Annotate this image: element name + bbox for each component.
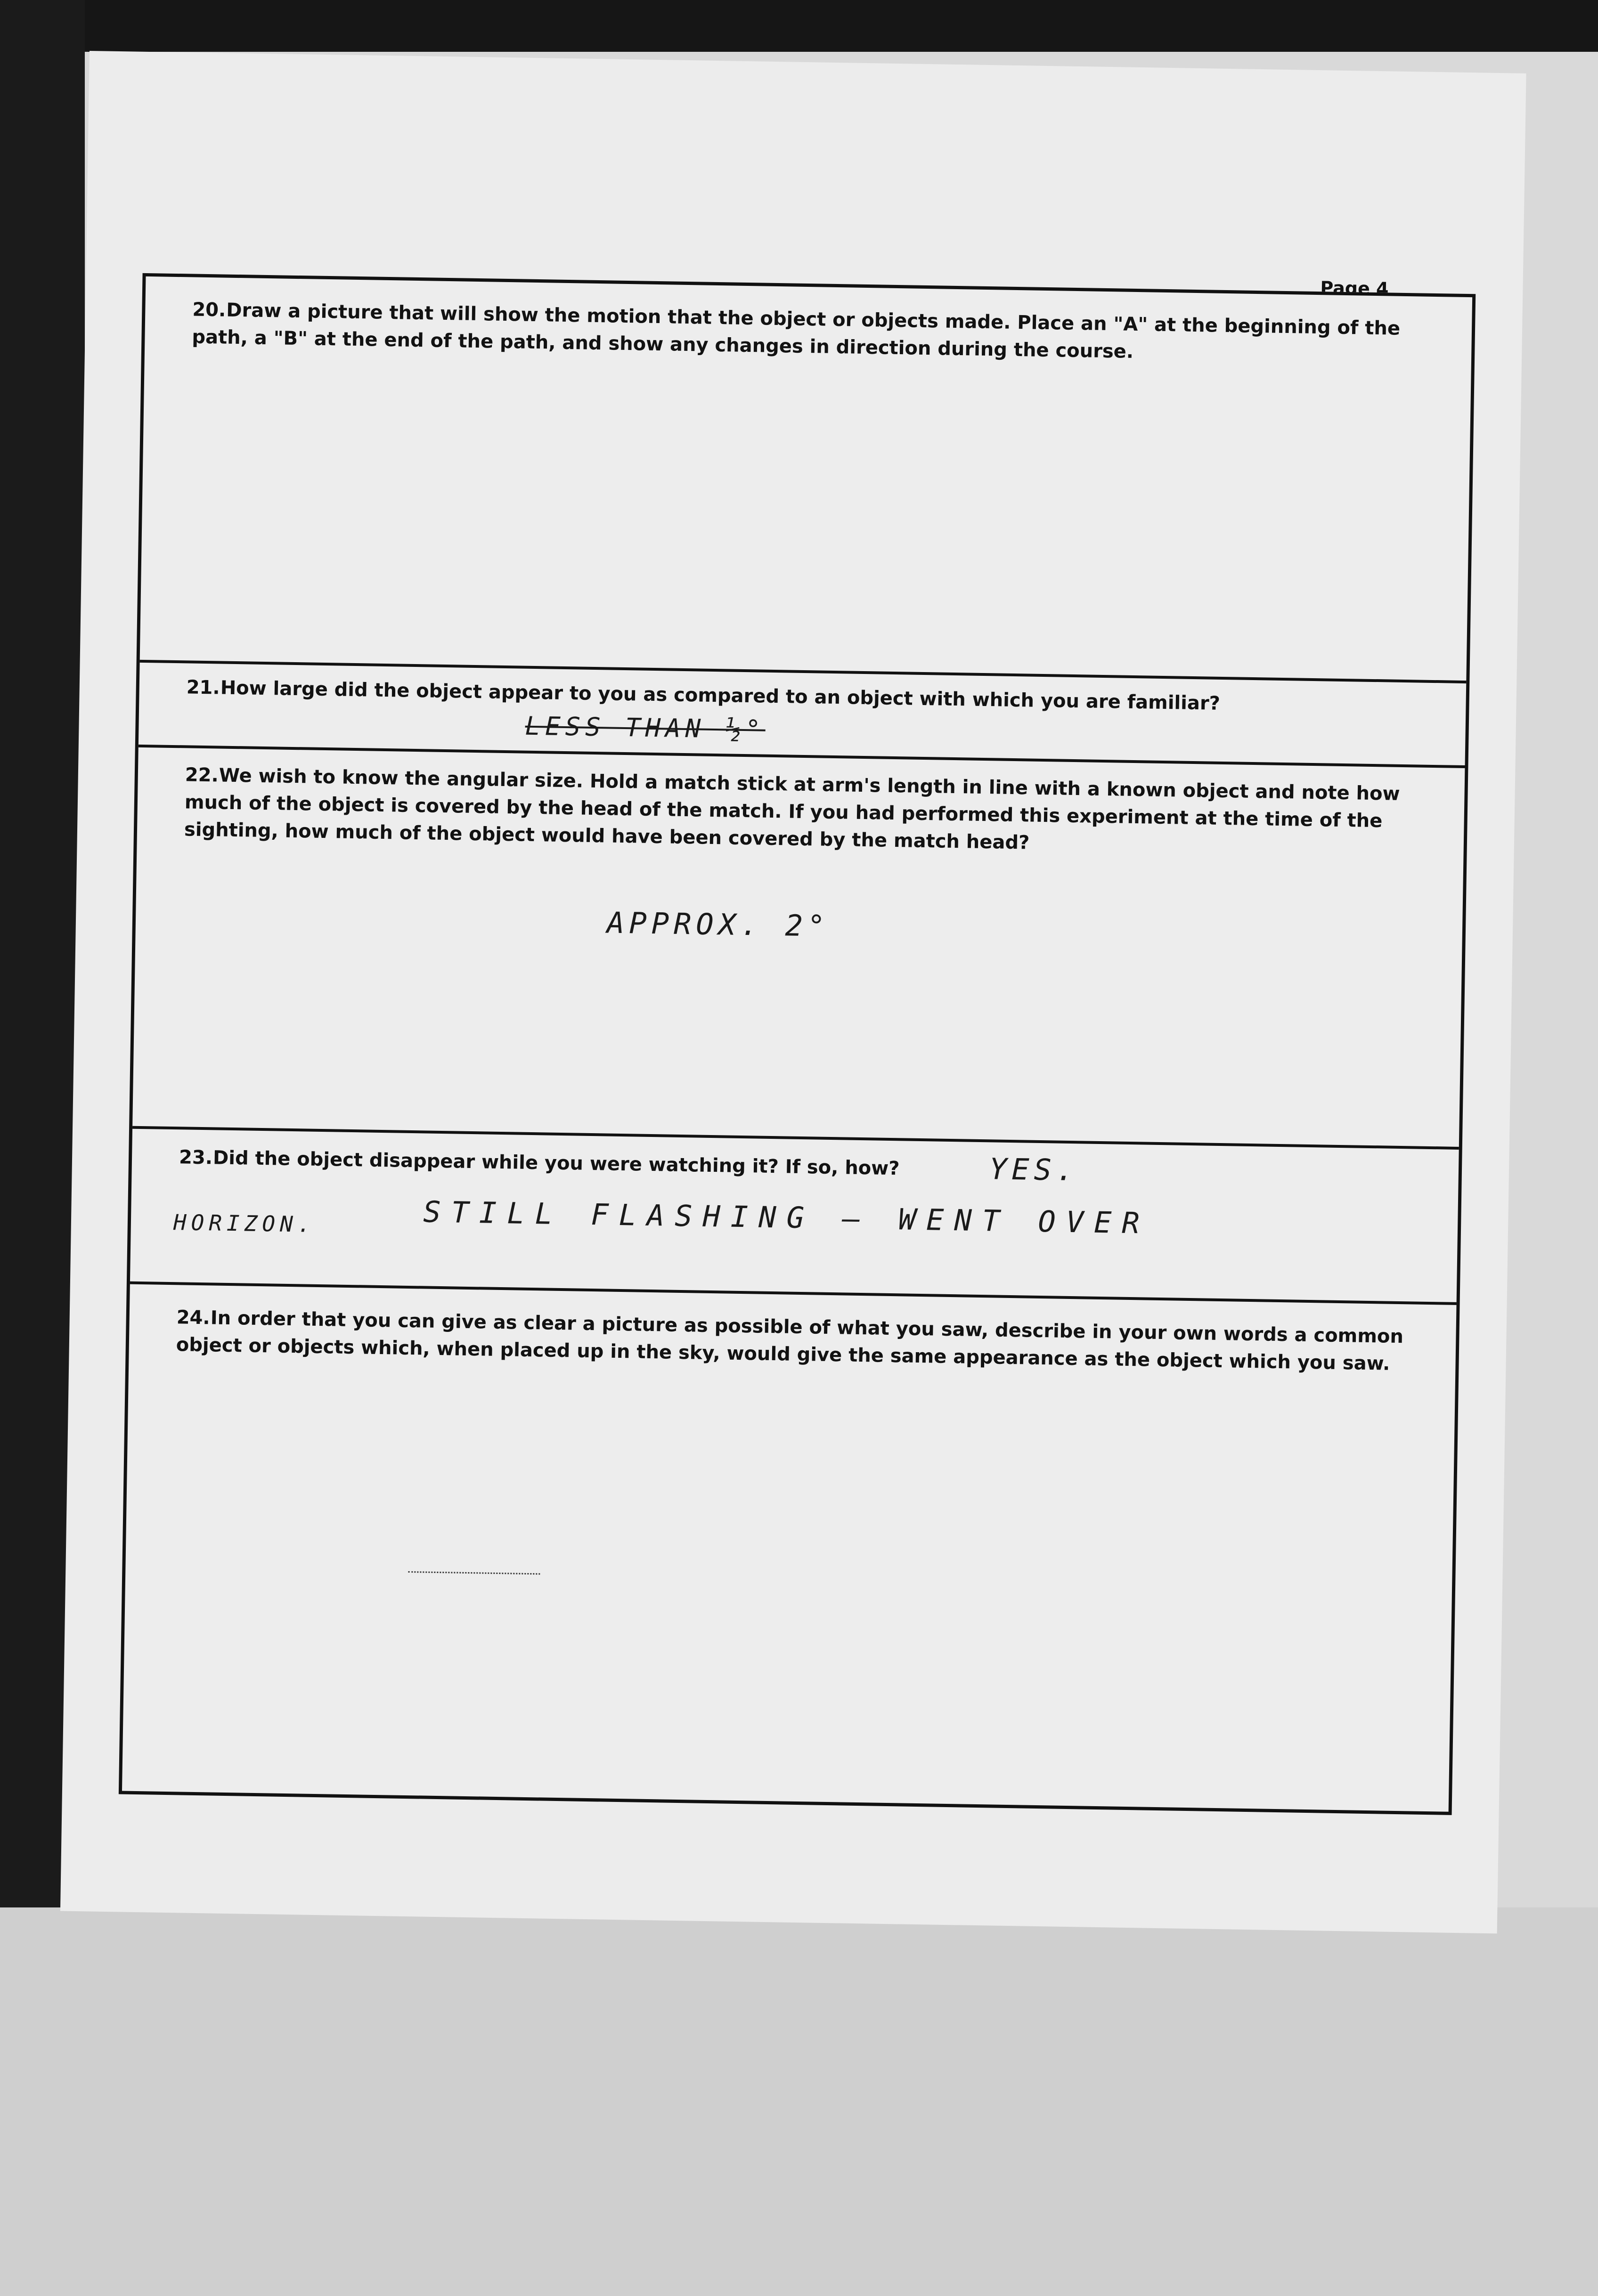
question-number: 22. [185, 764, 219, 787]
question-23 [179, 1144, 1082, 1188]
form-page [60, 51, 1526, 1933]
handwritten-answer-line-2: STILL FLASHING – WENT OVER [423, 1194, 1150, 1241]
question-24 [176, 1304, 1427, 1378]
handwritten-answer-line-1: YES. [989, 1152, 1079, 1188]
question-20-section [140, 276, 1473, 683]
scan-backdrop-lower [0, 1907, 1598, 2296]
question-number: 21. [186, 676, 220, 699]
question-text: Did the object disappear while you were watching it? If so, how? [212, 1147, 900, 1180]
question-20 [192, 296, 1443, 371]
question-22-section [132, 747, 1465, 1150]
page-number: Page 4 [1320, 277, 1389, 300]
question-21 [186, 673, 1438, 721]
question-number: 20. [192, 299, 226, 321]
question-22 [184, 761, 1436, 863]
question-text: Draw a picture that will show the motion that the object or objects made. Place an "A" at the beginning of the path, a "B" at the end of the path, and show any changes in direction during the course. [192, 299, 1401, 363]
question-23-section [130, 1129, 1459, 1305]
question-24-section [122, 1284, 1457, 1818]
question-number: 24. [176, 1306, 210, 1329]
handwritten-answer-lead: HORIZON. [173, 1209, 316, 1237]
question-text: How large did the object appear to you as compared to an object with which you are familiar? [220, 677, 1221, 714]
question-text: We wish to know the angular size. Hold a match stick at arm's length in line with a known object and note how much of the object is covered by the head of the match. If you had performed this experiment at the time of the sighting, how much of the object would have been covered by the match head? [184, 764, 1400, 854]
question-number: 23. [179, 1146, 213, 1169]
handwritten-answer: LESS THAN ½° [525, 711, 766, 745]
scan-backdrop-top [0, 0, 1598, 52]
question-text: In order that you can give as clear a picture as possible of what you saw, describe in your own words a common object or objects which, when placed up in the sky, would give the same appearance as the object which you saw. [176, 1307, 1404, 1375]
questionnaire-form [119, 273, 1476, 1815]
handwritten-answer: APPROX. 2° [606, 905, 830, 943]
stray-dotted-mark [408, 1571, 540, 1574]
